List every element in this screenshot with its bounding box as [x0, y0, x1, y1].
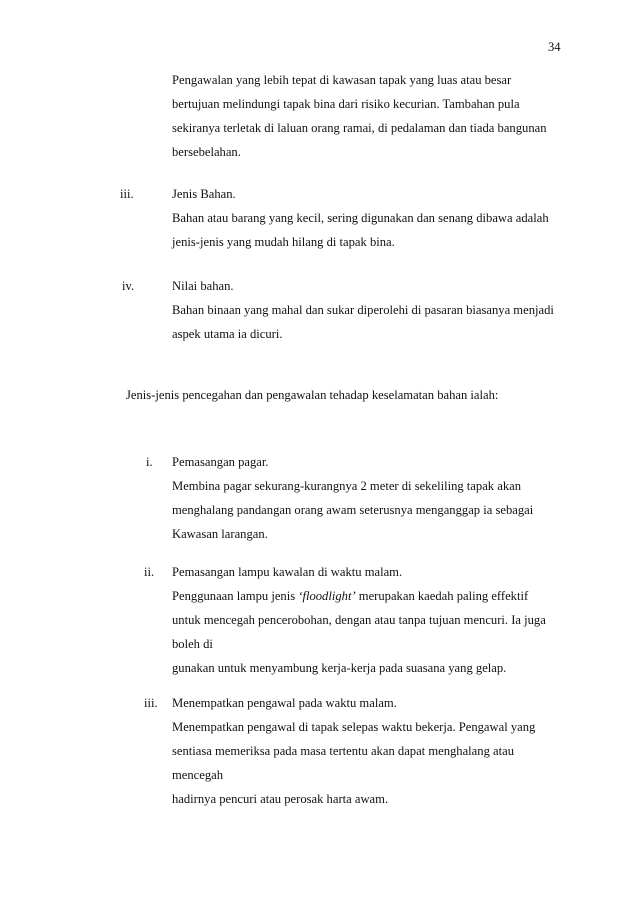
section-intro: Jenis-jenis pencegahan dan pengawalan tehadap keselamatan bahan ialah: — [126, 388, 499, 402]
factor-item — [120, 186, 580, 258]
list-marker: i. — [146, 455, 153, 469]
item-heading: Menempatkan pengawal pada waktu malam. — [172, 696, 397, 710]
item-text: menghalang pandangan orang awam seterusnya menganggap ia sebagai — [172, 503, 534, 517]
item-text: gunakan untuk menyambung kerja-kerja pada suasana yang gelap. — [172, 661, 507, 675]
measure-item — [144, 695, 584, 815]
measure-item — [144, 564, 584, 684]
item-text: Menempatkan pengawal di tapak selepas waktu bekerja. Pengawal yang — [172, 720, 536, 734]
floodlight-term: ‘floodlight’ — [298, 589, 356, 603]
item-text: Membina pagar sekurang-kurangnya 2 meter di sekeliling tapak akan — [172, 479, 522, 493]
intro-line: Pengawalan yang lebih tepat di kawasan tapak yang luas atau besar — [172, 73, 512, 87]
item-text-segment: Penggunaan lampu jenis — [172, 589, 299, 603]
intro-paragraph — [172, 72, 547, 168]
measure-item — [146, 454, 586, 550]
item-text: mencegah — [172, 768, 224, 782]
item-text: boleh di — [172, 637, 213, 651]
item-text: jenis-jenis yang mudah hilang di tapak bina. — [172, 235, 395, 249]
item-heading: Pemasangan pagar. — [172, 455, 269, 469]
list-marker: iv. — [122, 279, 135, 293]
item-text: Bahan atau barang yang kecil, sering digunakan dan senang dibawa adalah — [172, 211, 549, 225]
factor-item — [122, 278, 582, 350]
item-text: untuk mencegah pencerobohan, dengan atau tanpa tujuan mencuri. Ia juga — [172, 613, 546, 627]
item-text: Kawasan larangan. — [172, 527, 268, 541]
item-heading: Jenis Bahan. — [172, 187, 236, 201]
list-marker: ii. — [144, 565, 155, 579]
page-number: 34 — [548, 40, 561, 54]
item-text-segment: merupakan kaedah paling effektif — [355, 589, 529, 603]
intro-line: bersebelahan. — [172, 145, 241, 159]
list-marker: iii. — [144, 696, 158, 710]
item-heading: Nilai bahan. — [172, 279, 234, 293]
item-text — [172, 588, 546, 612]
item-text: hadirnya pencuri atau perosak harta awam. — [172, 792, 389, 806]
list-marker: iii. — [120, 187, 134, 201]
item-heading: Pemasangan lampu kawalan di waktu malam. — [172, 565, 403, 579]
item-text: Bahan binaan yang mahal dan sukar diperolehi di pasaran biasanya menjadi — [172, 303, 554, 317]
item-text: sentiasa memeriksa pada masa tertentu akan dapat menghalang atau — [172, 744, 514, 758]
intro-line: sekiranya terletak di laluan orang ramai, di pedalaman dan tiada bangunan — [172, 121, 547, 135]
item-text: aspek utama ia dicuri. — [172, 327, 283, 341]
intro-line: bertujuan melindungi tapak bina dari risiko kecurian. Tambahan pula — [172, 97, 520, 111]
